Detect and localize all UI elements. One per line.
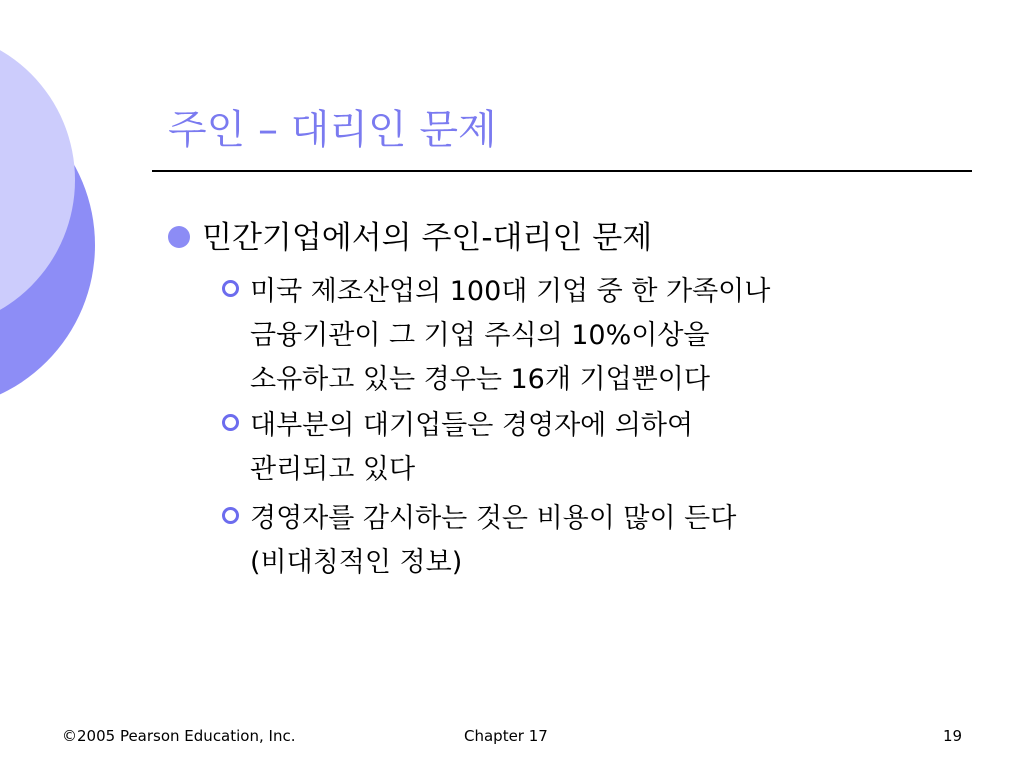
main-bullet bbox=[168, 212, 652, 257]
sub-bullet-2 bbox=[222, 404, 693, 492]
sub-bullet-1-line-1: 미국 제조산업의 100대 기업 중 한 가족이나 bbox=[250, 276, 771, 307]
sub-bullet-3-line-1: 경영자를 감시하는 것은 비용이 많이 든다 bbox=[250, 503, 737, 534]
decorative-circles bbox=[0, 0, 140, 420]
sub-bullet-3 bbox=[222, 497, 736, 585]
sub-bullet-1 bbox=[222, 270, 770, 402]
sub-bullet-2-line-2: 관리되고 있다 bbox=[250, 454, 416, 485]
title-divider bbox=[152, 170, 972, 172]
footer-page-number: 19 bbox=[943, 727, 963, 745]
ring-bullet-icon bbox=[222, 414, 239, 431]
sub-bullet-2-line-1: 대부분의 대기업들은 경영자에 의하여 bbox=[250, 410, 694, 441]
bullet-dot-icon bbox=[168, 226, 190, 248]
footer-copyright: ©2005 Pearson Education, Inc. bbox=[62, 727, 296, 745]
main-bullet-text: 민간기업에서의 주인-대리인 문제 bbox=[202, 220, 653, 256]
sub-bullet-1-line-2: 금융기관이 그 기업 주식의 10%이상을 bbox=[250, 320, 710, 351]
ring-bullet-icon bbox=[222, 507, 239, 524]
footer-chapter: Chapter 17 bbox=[464, 727, 548, 745]
slide-title: 주인 – 대리인 문제 bbox=[168, 107, 497, 153]
ring-bullet-icon bbox=[222, 280, 239, 297]
sub-bullet-3-line-2: (비대칭적인 정보) bbox=[250, 547, 463, 578]
sub-bullet-1-line-3: 소유하고 있는 경우는 16개 기업뿐이다 bbox=[250, 364, 710, 395]
